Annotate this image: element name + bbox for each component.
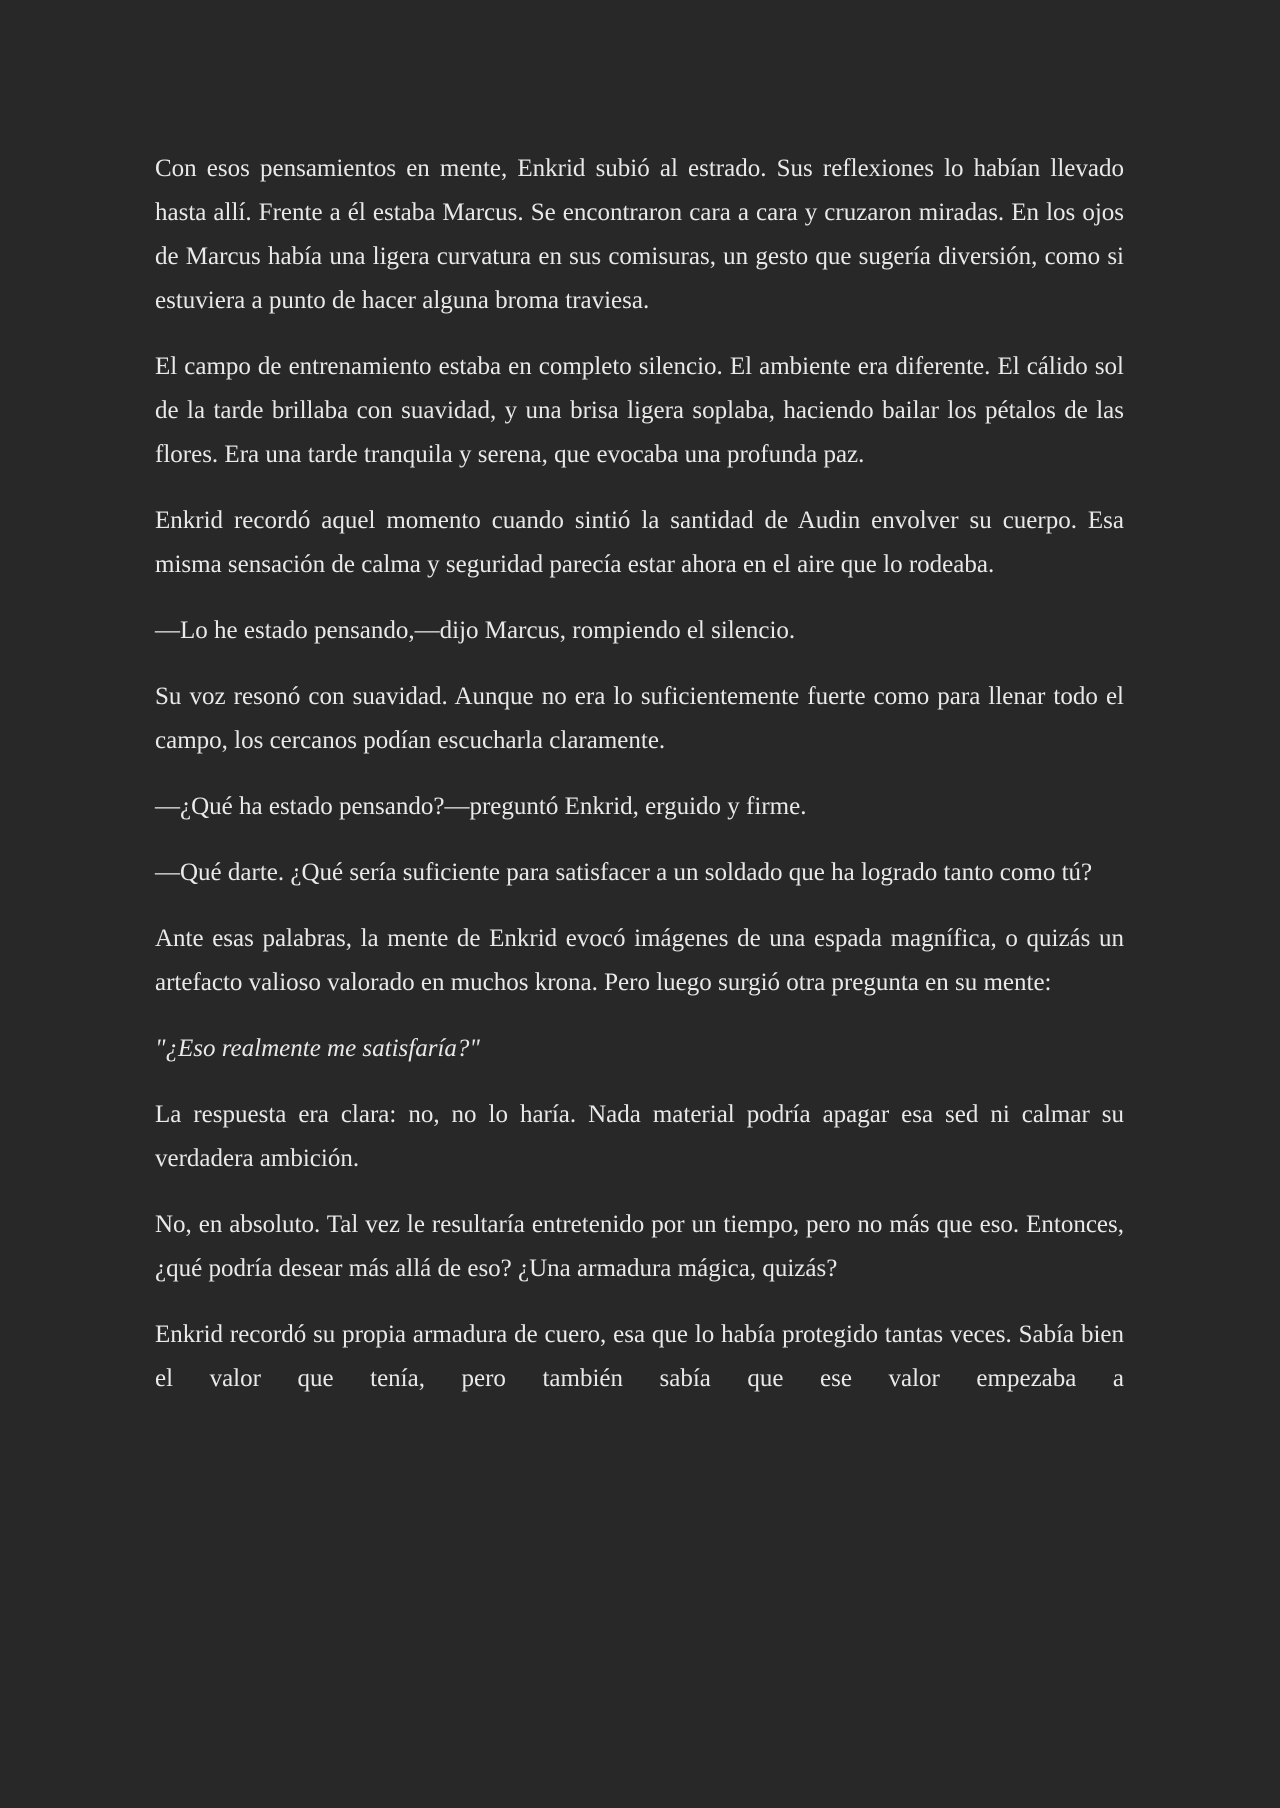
paragraph-10: La respuesta era clara: no, no lo haría. Nada material podría apagar esa sed ni calmar su verdadera ambición. bbox=[155, 1101, 1124, 1172]
paragraph-2: El campo de entrenamiento estaba en completo silencio. El ambiente era diferente. El cálido sol de la tarde brillaba con suavidad, y una brisa ligera soplaba, haciendo bailar los pétalos de las flores. Era una tarde tranquila y serena, que evocaba una profunda paz. bbox=[155, 353, 1124, 468]
inner-thought: "¿Eso realmente me satisfaría?" bbox=[155, 1035, 480, 1062]
paragraph-3: Enkrid recordó aquel momento cuando sintió la santidad de Audin envolver su cuerpo. Esa misma sensación de calma y seguridad parecía estar ahora en el aire que lo rodeaba. bbox=[155, 507, 1124, 578]
dialogue-marcus-2: —Qué darte. ¿Qué sería suficiente para satisfacer a un soldado que ha logrado tanto como tú? bbox=[155, 859, 1093, 886]
paragraph-12: Enkrid recordó su propia armadura de cuero, esa que lo había protegido tantas veces. Sabía bien el valor que tenía, pero también sabía que ese valor empezaba a bbox=[155, 1321, 1124, 1392]
dialogue-marcus-1: —Lo he estado pensando,—dijo Marcus, rompiendo el silencio. bbox=[155, 617, 796, 644]
reading-page bbox=[155, 147, 1124, 1423]
dialogue-enkrid-1: —¿Qué ha estado pensando?—preguntó Enkrid, erguido y firme. bbox=[155, 793, 807, 820]
paragraph-1: Con esos pensamientos en mente, Enkrid subió al estrado. Sus reflexiones lo habían llevado hasta allí. Frente a él estaba Marcus. Se encontraron cara a cara y cruzaron miradas. En los ojos de Marcus había una ligera curvatura en sus comisuras, un gesto que sugería diversión, como si estuviera a punto de hacer alguna broma traviesa. bbox=[155, 155, 1124, 314]
paragraph-5: Su voz resonó con suavidad. Aunque no era lo suficientemente fuerte como para llenar todo el campo, los cercanos podían escucharla claramente. bbox=[155, 683, 1124, 754]
paragraph-11: No, en absoluto. Tal vez le resultaría entretenido por un tiempo, pero no más que eso. Entonces, ¿qué podría desear más allá de eso? ¿Una armadura mágica, quizás? bbox=[155, 1211, 1124, 1282]
paragraph-8: Ante esas palabras, la mente de Enkrid evocó imágenes de una espada magnífica, o quizás un artefacto valioso valorado en muchos krona. Pero luego surgió otra pregunta en su mente: bbox=[155, 925, 1124, 996]
